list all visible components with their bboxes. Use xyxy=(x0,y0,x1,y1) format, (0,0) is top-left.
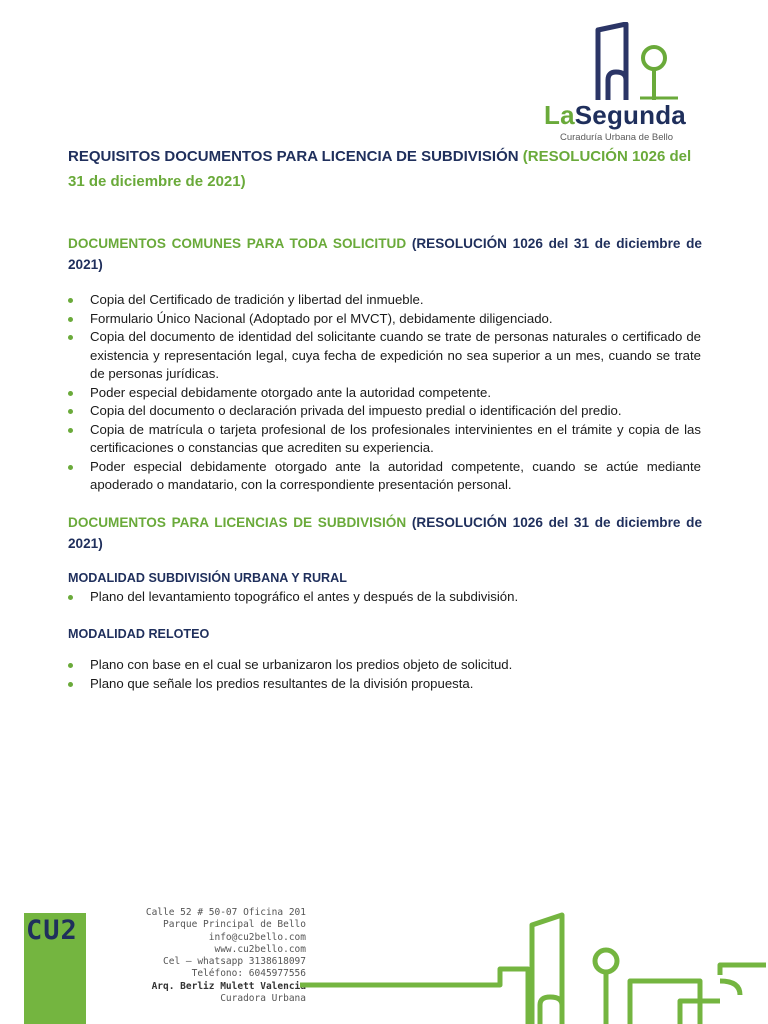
section-common-resolution: (RESOLUCIÓN 1026 del 31 de diciembre de 2021) xyxy=(68,236,702,272)
address-line: Parque Principal de Bello xyxy=(163,919,306,931)
list-item-text: Poder especial debidamente otorgado ante la autoridad competente. xyxy=(90,384,492,400)
signer-name: Arq. Berliz Mulett Valencia xyxy=(151,980,306,992)
list-item xyxy=(68,384,701,403)
bullet-icon xyxy=(68,335,73,340)
footer-skyline-graphic xyxy=(300,905,768,1024)
footer-contact-block xyxy=(146,907,306,1005)
cu2-logo xyxy=(24,913,86,1024)
list-item-text: Copia del documento o declaración privada del impuesto predial o identificación del predio. xyxy=(90,403,622,418)
list-item xyxy=(68,421,701,458)
building-tree-icon xyxy=(590,22,700,102)
bullet-icon xyxy=(68,465,73,470)
bullet-icon xyxy=(68,428,73,433)
list-item xyxy=(68,310,701,329)
list-item xyxy=(68,291,701,310)
logo-word-la: La xyxy=(544,100,575,130)
list-item-text: Plano con base en el cual se urbanizaron los predios objeto de solicitud. xyxy=(90,657,513,672)
modalidad-urbana-list xyxy=(68,588,701,607)
list-item-text: Formulario Único Nacional (Adoptado por el MVCT), debidamente diligenciado. xyxy=(90,310,553,326)
title-main: REQUISITOS DOCUMENTOS PARA LICENCIA DE SUBDIVISIÓN xyxy=(68,148,519,165)
common-documents-list xyxy=(68,291,701,495)
email-link[interactable]: info@cu2bello.com xyxy=(208,931,306,943)
bullet-icon xyxy=(68,298,73,303)
logo-word-segunda: Segunda xyxy=(574,100,686,130)
list-item-text: Copia del Certificado de tradición y libertad del inmueble. xyxy=(90,292,424,307)
phone-line: Cel – whatsapp 3138618097 xyxy=(163,956,306,968)
list-item-text: Plano del levantamiento topográfico el antes y después de la subdivisión. xyxy=(90,589,519,604)
list-item-text: Copia del documento de identidad del solicitante cuando se trate de personas naturales o certificado de existencia y representación legal, cuya fecha de expedición no sea superior a un mes, cuando se trate de personas jurídicas. xyxy=(90,329,701,381)
document-title xyxy=(68,144,704,194)
list-item xyxy=(68,675,701,694)
list-item xyxy=(68,656,701,675)
signer-role: Curadora Urbana xyxy=(220,993,306,1005)
bullet-icon xyxy=(68,409,73,414)
cu2-logo-text: CU2 xyxy=(26,915,78,946)
section-common-title: DOCUMENTOS COMUNES PARA TODA SOLICITUD xyxy=(68,236,407,251)
list-item xyxy=(68,588,701,607)
website-link[interactable]: www.cu2bello.com xyxy=(214,943,306,955)
section-common-heading xyxy=(68,233,702,275)
section-subdivision-heading xyxy=(68,512,702,554)
list-item xyxy=(68,328,701,384)
title-resolution: (RESOLUCIÓN 1026 del 31 de diciembre de 2021) xyxy=(68,148,692,190)
address-line: Calle 52 # 50-07 Oficina 201 xyxy=(145,907,306,918)
modalidad-urbana-heading: MODALIDAD SUBDIVISIÓN URBANA Y RURAL xyxy=(68,571,347,585)
bullet-icon xyxy=(68,682,73,687)
list-item-text: Poder especial debidamente otorgado ante la autoridad competente, cuando se actúe mediante apoderado o mandatario, con la correspondiente presentación personal. xyxy=(90,458,701,492)
bullet-icon xyxy=(68,317,73,322)
modalidad-reloteo-heading: MODALIDAD RELOTEO xyxy=(68,627,210,641)
list-item-text: Copia de matrícula o tarjeta profesional de los profesionales intervinientes en el trámite y copia de las certificaciones o constancias que acrediten su experiencia. xyxy=(90,421,701,455)
list-item xyxy=(68,402,701,421)
modalidad-reloteo-list xyxy=(68,656,701,693)
logo-wordmark xyxy=(544,100,686,131)
logo-subtitle: Curaduría Urbana de Bello xyxy=(560,132,674,143)
list-item-text: Plano que señale los predios resultantes de la división propuesta. xyxy=(90,675,474,691)
section-subdivision-title: DOCUMENTOS PARA LICENCIAS DE SUBDIVISIÓN xyxy=(68,515,407,530)
list-item xyxy=(68,458,701,495)
section-subdivision-resolution: (RESOLUCIÓN 1026 del 31 de diciembre de 2021) xyxy=(68,515,703,551)
bullet-icon xyxy=(68,391,73,396)
bullet-icon xyxy=(68,595,73,600)
phone-line: Teléfono: 6045977556 xyxy=(191,968,306,980)
la-segunda-logo xyxy=(540,22,720,152)
bullet-icon xyxy=(68,663,73,668)
